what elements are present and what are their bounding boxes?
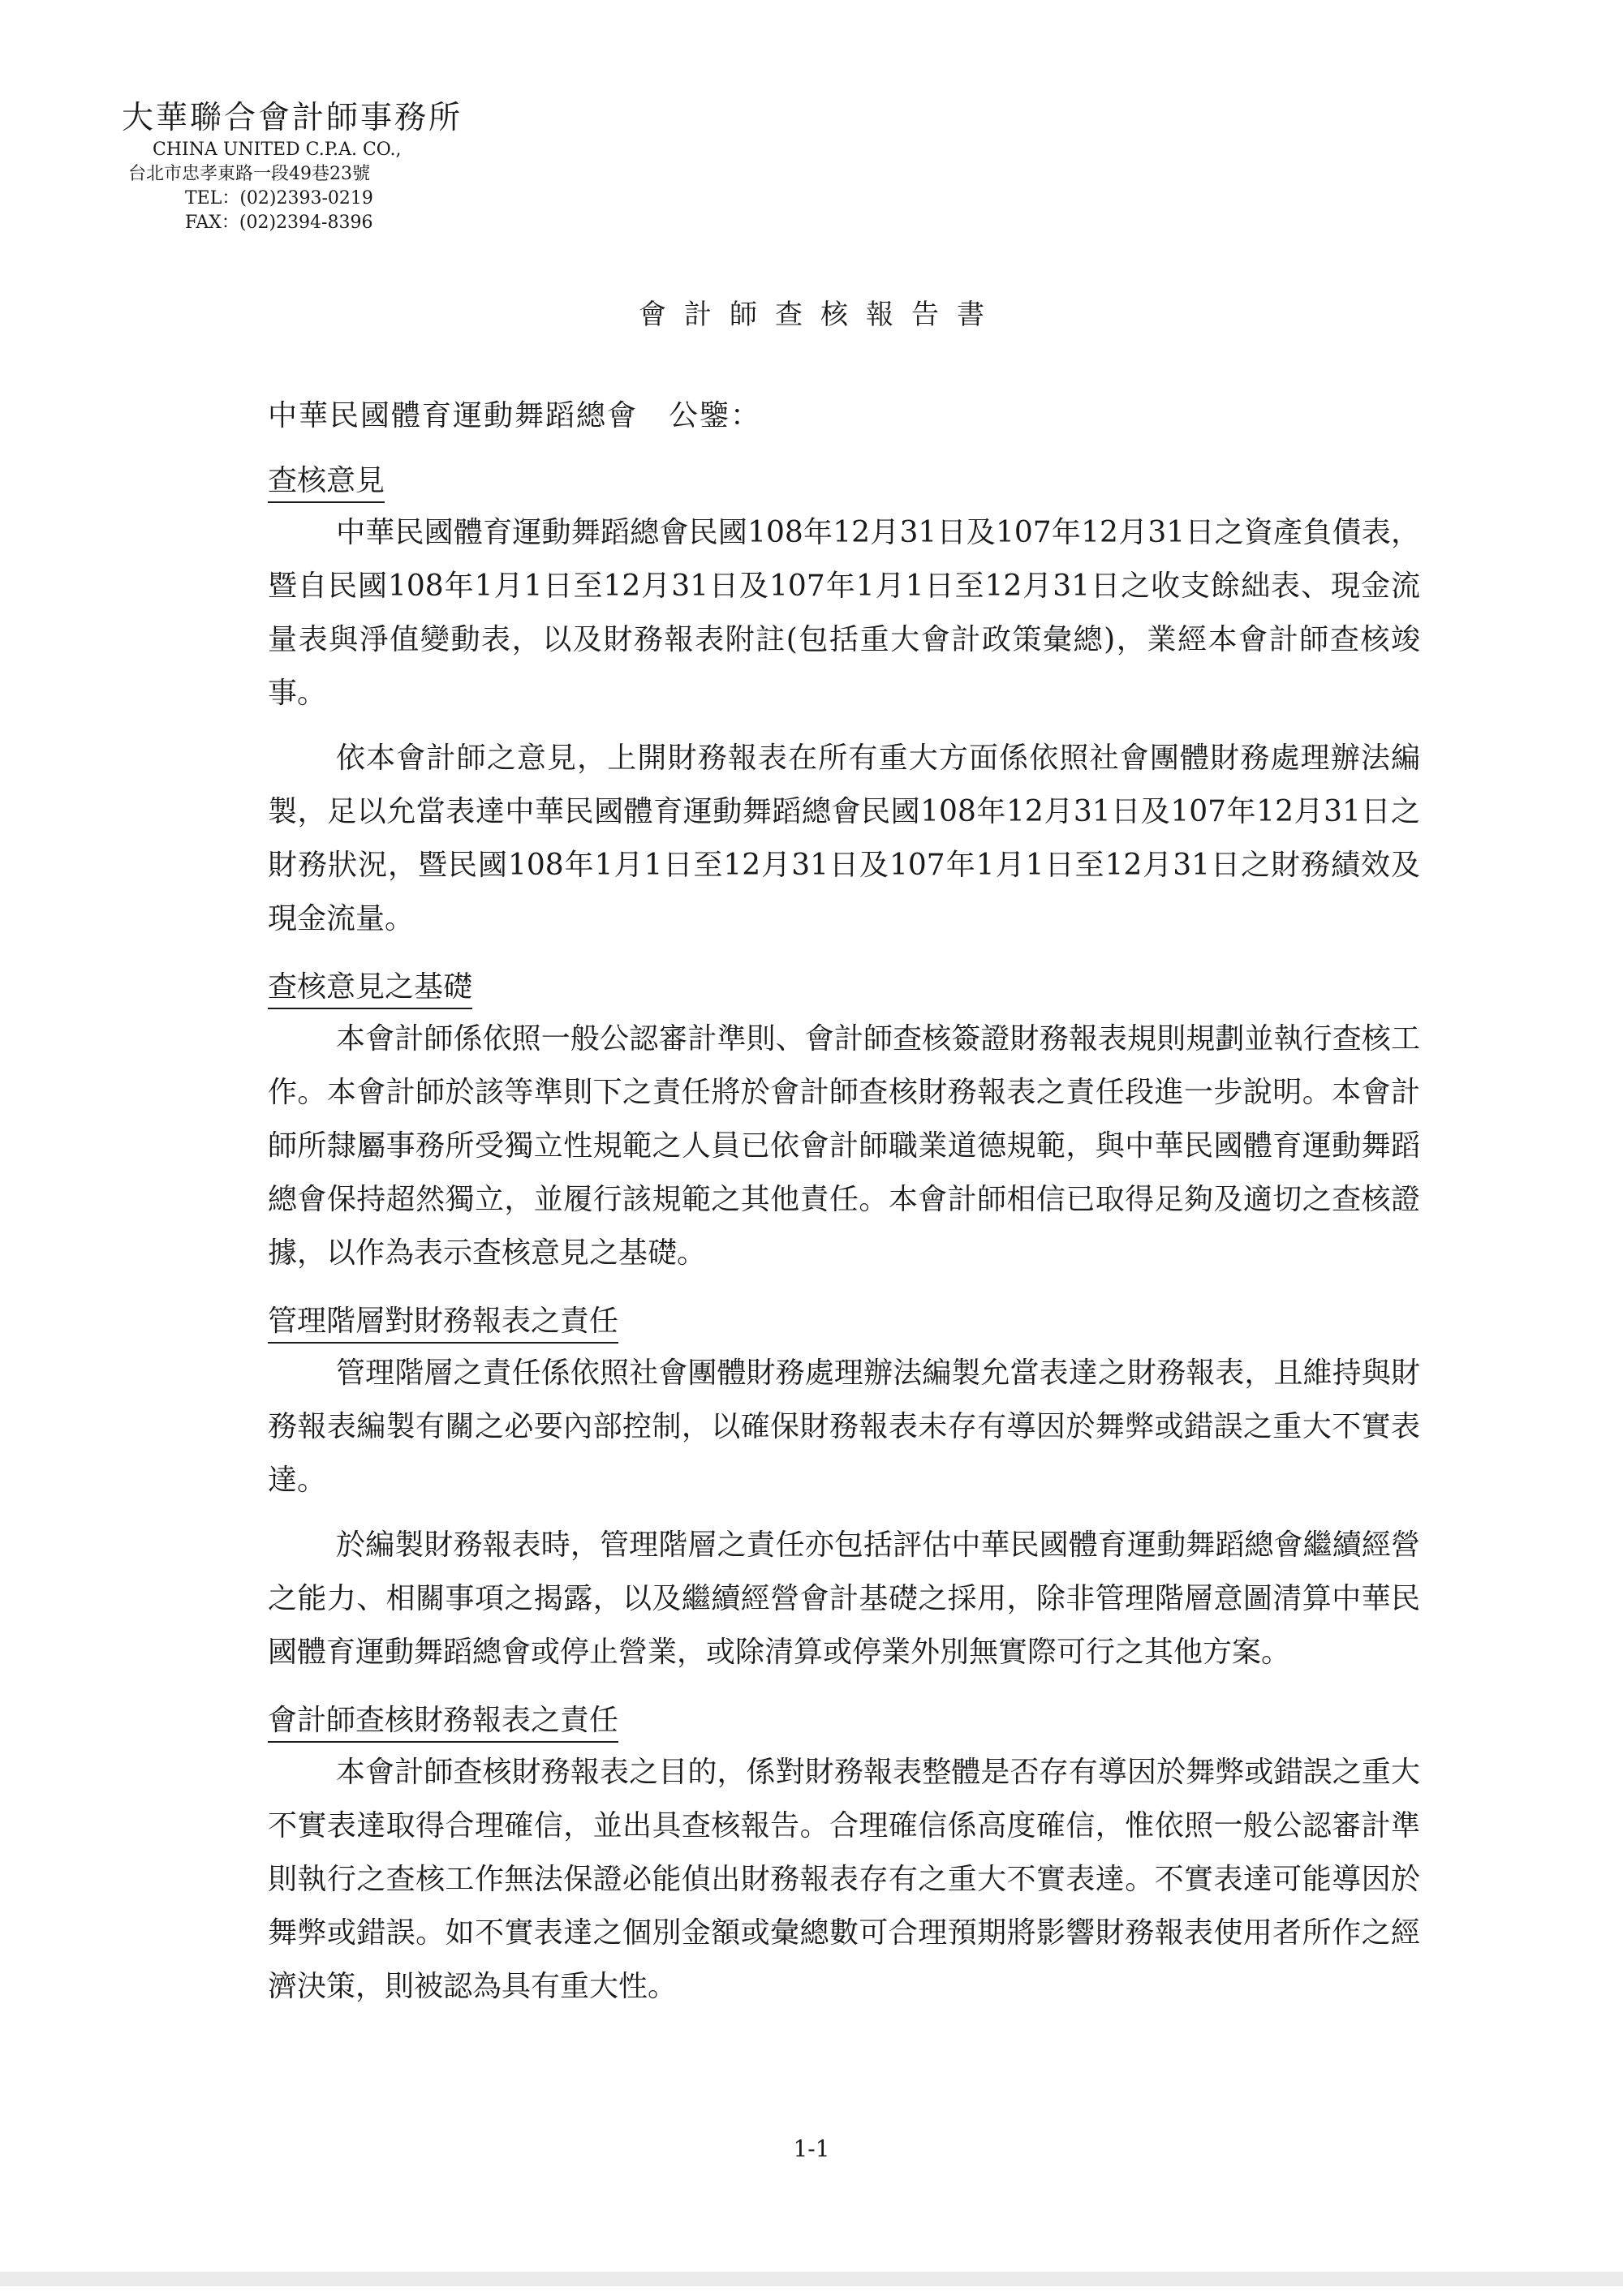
section-auditor-responsibility <box>268 1701 1420 2014</box>
letterhead <box>122 99 463 235</box>
paragraph: 本會計師係依照一般公認審計準則、會計師查核簽證財務報表規則規劃並執行查核工作。本會計師於該等準則下之責任將於會計師查核財務報表之責任段進一步說明。本會計師所隸屬事務所受獨立性規範之人員已依會計師職業道德規範，與中華民國體育運動舞蹈總會保持超然獨立，並履行該規範之其他責任。本會計師相信已取得足夠及適切之查核證據，以作為表示查核意見之基礎。 <box>268 1022 1420 1270</box>
section-heading: 查核意見之基礎 <box>268 967 472 1009</box>
section-audit-opinion <box>268 461 1420 946</box>
document-title: 會計師查核報告書 <box>639 299 1002 331</box>
page-number: 1-1 <box>793 2135 830 2162</box>
firm-address: 台北市忠孝東路一段49巷23號 <box>128 164 370 184</box>
firm-telephone: TEL：(02)2393-0219 <box>185 188 373 209</box>
report-body <box>268 461 1420 2035</box>
section-basis-for-opinion <box>268 967 1420 1280</box>
section-management-responsibility <box>268 1301 1420 1679</box>
section-heading: 查核意見 <box>268 461 385 503</box>
firm-english-name: CHINA UNITED C.P.A. CO., <box>153 140 402 160</box>
salutation: 中華民國體育運動舞蹈總會 公鑒： <box>268 399 762 432</box>
paragraph: 中華民國體育運動舞蹈總會民國108年12月31日及107年12月31日之資產負債表，暨自民國108年1月1日至12月31日及107年1月1日至12月31日之收支餘絀表、現金流量表與淨值變動表，以及財務報表附註(包括重大會計政策彙總)，業經本會計師查核竣事。 <box>268 516 1420 710</box>
paragraph: 依本會計師之意見，上開財務報表在所有重大方面係依照社會團體財務處理辦法編製，足以允當表達中華民國體育運動舞蹈總會民國108年12月31日及107年12月31日之財務狀況，暨民國108年1月1日至12月31日及107年1月1日至12月31日之財務績效及現金流量。 <box>268 742 1420 935</box>
scan-edge <box>0 2272 1623 2286</box>
paragraph: 本會計師查核財務報表之目的，係對財務報表整體是否存有導因於舞弊或錯誤之重大不實表達取得合理確信，並出具查核報告。合理確信係高度確信，惟依照一般公認審計準則執行之查核工作無法保證必能偵出財務報表存有之重大不實表達。不實表達可能導因於舞弊或錯誤。如不實表達之個別金額或彙總數可合理預期將影響財務報表使用者所作之經濟決策，則被認為具有重大性。 <box>268 1756 1420 2003</box>
paragraph: 管理階層之責任係依照社會團體財務處理辦法編製允當表達之財務報表，且維持與財務報表編製有關之必要內部控制，以確保財務報表未存有導因於舞弊或錯誤之重大不實表達。 <box>268 1357 1420 1497</box>
firm-fax: FAX：(02)2394-8396 <box>185 213 373 233</box>
paragraph: 於編製財務報表時，管理階層之責任亦包括評估中華民國體育運動舞蹈總會繼續經營之能力、相關事項之揭露，以及繼續經營會計基礎之採用，除非管理階層意圖清算中華民國體育運動舞蹈總會或停止營業，或除清算或停業外別無實際可行之其他方案。 <box>268 1529 1420 1669</box>
section-heading: 會計師查核財務報表之責任 <box>268 1701 618 1743</box>
firm-name: 大華聯合會計師事務所 <box>122 100 463 136</box>
section-heading: 管理階層對財務報表之責任 <box>268 1301 618 1344</box>
